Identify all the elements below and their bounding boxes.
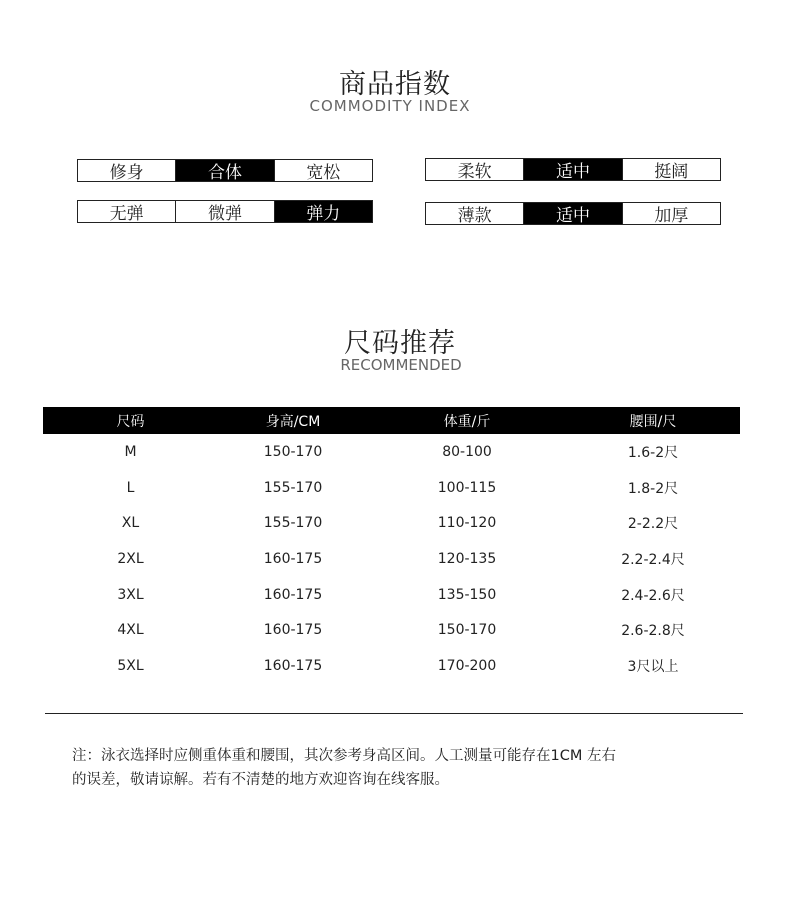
thick-option-thin: 薄款 (426, 203, 524, 224)
fit-option-regular: 合体 (176, 160, 274, 181)
cell-size: M (124, 443, 137, 460)
cell-height: 160-175 (263, 622, 323, 639)
soft-option-soft: 柔软 (426, 159, 524, 180)
cell-size: 5XL (117, 657, 144, 674)
note-line-1: 注：泳衣选择时应侧重体重和腰围，其次参考身高区间。人工测量可能存在1CM 左右 (72, 748, 616, 764)
table-row (43, 612, 740, 648)
thickness-index (425, 202, 721, 225)
elastic-option-stretch: 弹力 (275, 201, 372, 222)
cell-height: 155-170 (263, 515, 323, 532)
table-row (43, 470, 740, 506)
cell-waist: 1.6-2尺 (627, 444, 679, 461)
cell-weight: 100-115 (437, 479, 497, 496)
cell-waist: 3尺以上 (627, 658, 679, 675)
divider-line (45, 713, 743, 714)
cell-weight: 170-200 (437, 657, 497, 674)
cell-weight: 110-120 (437, 515, 497, 532)
cell-height: 155-170 (263, 479, 323, 496)
thick-option-medium: 适中 (524, 203, 622, 224)
table-row (43, 577, 740, 613)
fit-option-loose: 宽松 (306, 163, 341, 183)
header-height: 身高/CM (265, 413, 321, 430)
elasticity-index (77, 200, 373, 223)
header-size: 尺码 (116, 413, 145, 430)
fit-option-slim: 修身 (78, 160, 176, 181)
cell-waist: 2.2-2.4尺 (621, 551, 685, 568)
cell-height: 160-175 (263, 586, 323, 603)
table-row (43, 505, 740, 541)
note-line-2: 的误差，敬请谅解。若有不清楚的地方欢迎咨询在线客服。 (72, 772, 449, 788)
cell-weight: 80-100 (442, 443, 492, 460)
soft-option-stiff: 挺阔 (654, 162, 689, 182)
table-row (43, 648, 740, 684)
cell-weight: 150-170 (437, 622, 497, 639)
size-table (43, 407, 740, 684)
thick-option-thick: 加厚 (654, 206, 689, 226)
cell-waist: 2-2.2尺 (627, 516, 679, 533)
recommended-subtitle: RECOMMENDED (340, 356, 462, 374)
cell-waist: 2.4-2.6尺 (621, 587, 685, 604)
cell-size: 3XL (117, 586, 144, 603)
cell-weight: 135-150 (437, 586, 497, 603)
recommended-title: 尺码推荐 (344, 328, 456, 359)
fit-index (77, 159, 373, 182)
elastic-option-slight: 微弹 (176, 201, 274, 222)
cell-size: 2XL (117, 550, 144, 567)
cell-weight: 120-135 (437, 550, 497, 567)
cell-size: XL (121, 515, 140, 532)
size-note (72, 744, 732, 792)
table-row (43, 541, 740, 577)
header-weight: 体重/斤 (443, 413, 491, 430)
cell-height: 150-170 (263, 443, 323, 460)
cell-waist: 1.8-2尺 (627, 480, 679, 497)
header-waist: 腰围/尺 (629, 413, 677, 430)
commodity-title: 商品指数 (339, 69, 451, 100)
table-row (43, 434, 740, 470)
elastic-option-none: 无弹 (78, 201, 176, 222)
cell-height: 160-175 (263, 657, 323, 674)
cell-height: 160-175 (263, 550, 323, 567)
cell-size: 4XL (117, 622, 144, 639)
table-header (43, 407, 740, 434)
cell-waist: 2.6-2.8尺 (621, 623, 685, 640)
soft-option-medium: 适中 (524, 159, 622, 180)
cell-size: L (126, 479, 135, 496)
commodity-subtitle: COMMODITY INDEX (309, 97, 471, 115)
softness-index (425, 158, 721, 181)
